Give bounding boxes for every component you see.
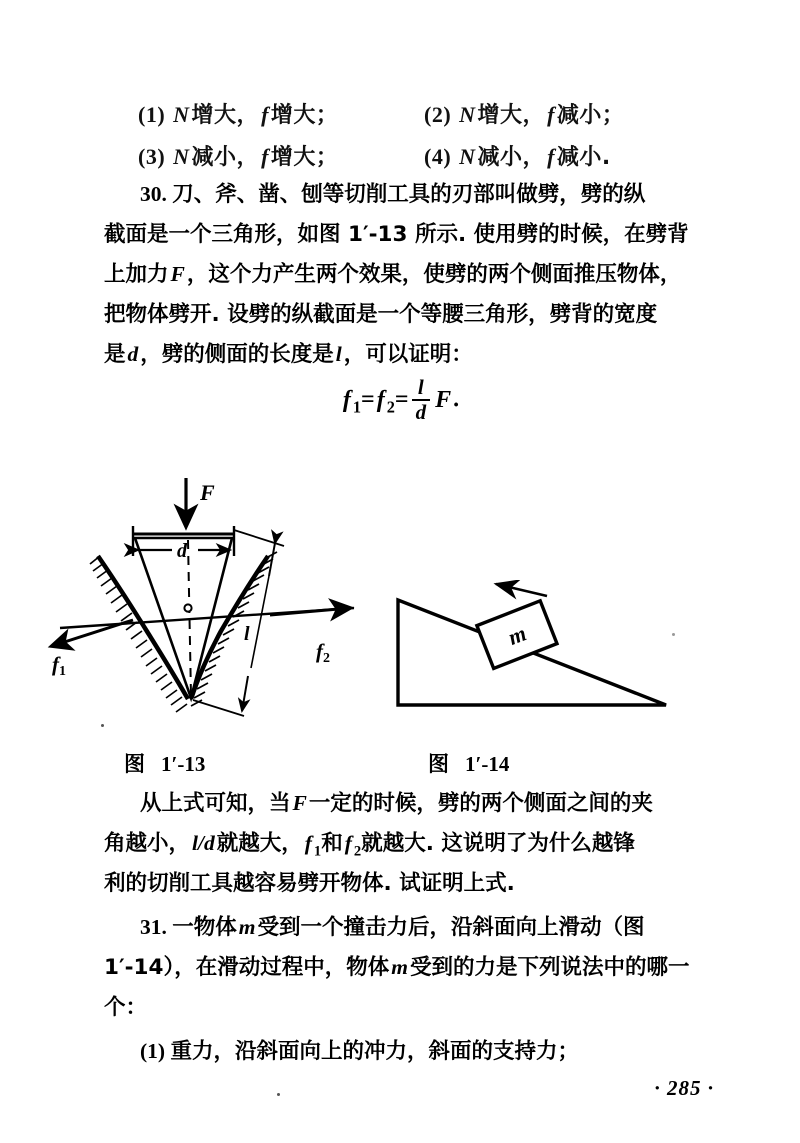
choice-1-var-f: f: [261, 102, 269, 127]
paragraph-after-text-2a: 角越小，: [104, 831, 191, 856]
speckle-artifact-1: [101, 724, 104, 727]
paragraph-after-text-1a: 从上式可知，当: [140, 791, 291, 816]
paragraph-after-var-ld: l/d: [192, 831, 215, 855]
formula-eq-2: =: [394, 386, 409, 413]
choice-item-1: [138, 98, 338, 129]
choice-1-label-b: 增大；: [270, 103, 339, 128]
figure-1-14-caption-number: 1′-14: [465, 752, 510, 776]
hatching-right: [191, 552, 277, 706]
choice-2-label-b: 减小；: [556, 103, 625, 128]
formula-f1-sub: 1: [352, 397, 362, 417]
figure-1-13-wedge-diagram: [38, 468, 378, 743]
problem-31-line-2: [104, 957, 716, 979]
paragraph-after-line-3: [104, 873, 716, 895]
figure-1-14-caption-label: 图: [428, 752, 449, 776]
choice-3-label-a: 减小，: [191, 145, 260, 170]
paragraph-after-text-2d: 就越大. 这说明了为什么越锋: [361, 831, 635, 856]
force-F-label: F: [200, 480, 215, 505]
problem-30-number: 30.: [140, 182, 167, 206]
choice-4-label-a: 减小，: [477, 145, 546, 170]
speckle-artifact-3: [277, 1093, 280, 1096]
problem-31-line-3: [104, 997, 716, 1019]
formula-f2: f: [376, 386, 385, 413]
paragraph-after-sub-f1: 1: [313, 843, 322, 860]
force-f1-label: f1: [52, 652, 66, 679]
problem-31-text-1a: 一物体: [172, 915, 237, 940]
problem-31-choice-1: [140, 1041, 752, 1063]
problem-30-var-f: F: [170, 262, 185, 286]
choice-item-3: [138, 140, 338, 171]
problem-30-line-4: [104, 304, 716, 326]
paragraph-after-text-2c: 和: [321, 831, 343, 856]
figure-1-14-caption: [428, 748, 509, 778]
force-f2-label: f2: [316, 639, 330, 666]
problem-30-text-5b: ，劈的侧面的长度是: [140, 342, 334, 367]
problem-30-line-3: [104, 264, 716, 286]
paragraph-after-text-1b: 一定的时候，劈的两个侧面之间的夹: [308, 791, 653, 816]
problem-31-line-1: [140, 917, 752, 939]
force-f1-arrow: [52, 620, 133, 646]
choice-2-var-n: N: [459, 102, 476, 127]
choice-2-id: (2): [424, 102, 452, 127]
formula-period: .: [453, 386, 460, 413]
formula-fraction-l-over-d: [412, 377, 431, 423]
l-dim-arrow-top: [269, 543, 275, 576]
choice-item-4: [424, 140, 611, 171]
paragraph-after-sub-f2: 2: [353, 843, 362, 860]
material-crack-right: [191, 556, 268, 699]
wedge-svg: [38, 468, 378, 743]
formula-eq-1: =: [361, 386, 375, 413]
wedge-center-point: [184, 604, 191, 611]
choice-4-var-n: N: [459, 144, 476, 169]
figure-1-13-caption: [124, 748, 205, 778]
paragraph-after-var-f1: f: [304, 831, 312, 855]
paragraph-after-var-f2: f: [344, 831, 352, 855]
width-d-label: d: [177, 540, 187, 562]
problem-30-text-2: 截面是一个三角形，如图 1′-13 所示. 使用劈的时候，在劈背: [104, 222, 689, 247]
formula-denominator: d: [415, 400, 427, 424]
choice-3-label-b: 增大；: [270, 145, 339, 170]
l-dim-line: [251, 576, 269, 668]
choice-4-id: (4): [424, 144, 452, 169]
choice-2-label-a: 增大，: [477, 103, 546, 128]
problem-30-text-5c: ，可以证明：: [343, 342, 473, 367]
choice-1-var-n: N: [173, 102, 190, 127]
figure-1-13-caption-number: 1′-13: [161, 752, 206, 776]
problem-31-text-3: 个：: [104, 995, 148, 1020]
paragraph-after-line-1: [140, 793, 752, 815]
problem-31-text-2b: 受到的力是下列说法中的哪一: [409, 955, 690, 980]
problem-30-text-3a: 上加力: [104, 262, 169, 287]
paragraph-after-var-f: F: [292, 791, 307, 815]
problem-31-number: 31.: [140, 915, 167, 939]
choice-3-var-n: N: [173, 144, 190, 169]
problem-31-choice-1-id: (1): [140, 1039, 166, 1063]
block-m-label: m: [504, 620, 530, 650]
paragraph-after-text-3: 利的切削工具越容易劈开物体. 试证明上式.: [104, 871, 515, 896]
speckle-artifact-2: [672, 633, 675, 636]
l-ext-top: [234, 530, 284, 546]
formula-f1: f: [342, 386, 351, 413]
problem-31-text-2a: 1′-14），在滑动过程中，物体: [104, 955, 390, 980]
problem-31-choice-1-text: 重力，沿斜面向上的冲力，斜面的支持力；: [170, 1039, 579, 1064]
problem-30-text-4: 把物体劈开. 设劈的纵截面是一个等腰三角形，劈背的宽度: [104, 302, 658, 327]
paragraph-after-text-2b: 就越大，: [216, 831, 303, 856]
choice-1-id: (1): [138, 102, 166, 127]
choice-4-label-b: 减小.: [556, 145, 611, 170]
problem-30-line-2: [104, 224, 716, 246]
choice-3-id: (3): [138, 144, 166, 169]
figure-1-14-incline-diagram: [388, 580, 678, 720]
formula-f2-sub: 2: [386, 397, 395, 417]
side-length-l-label: l: [244, 623, 250, 645]
motion-direction-arrow: [496, 584, 547, 596]
problem-30-text-1: 刀、斧、凿、刨等切削工具的刃部叫做劈，劈的纵: [172, 182, 646, 207]
problem-30-var-l: l: [335, 342, 342, 366]
formula-f1-f2: [0, 375, 800, 424]
choice-1-label-a: 增大，: [191, 103, 260, 128]
figure-1-13-caption-label: 图: [124, 752, 145, 776]
hatching-left: [90, 556, 187, 712]
force-f2-arrow: [270, 608, 350, 615]
incline-svg: [388, 580, 678, 720]
formula-rhs-F: F: [435, 386, 452, 413]
choice-item-2: [424, 98, 624, 129]
choice-3-var-f: f: [261, 144, 269, 169]
choice-2-var-f: f: [547, 102, 555, 127]
l-ext-bottom: [193, 700, 244, 716]
page-number: · 285 ·: [654, 1076, 714, 1100]
paragraph-after-line-2: [104, 833, 716, 859]
problem-30-var-d: d: [127, 342, 139, 366]
formula-numerator: l: [417, 375, 424, 399]
problem-30-line-1: [140, 184, 752, 206]
choice-4-var-f: f: [547, 144, 555, 169]
problem-30-text-3b: ，这个力产生两个效果，使劈的两个侧面推压物体，: [186, 262, 682, 287]
problem-31-var-m-1: m: [238, 915, 256, 939]
problem-31-var-m-2: m: [391, 955, 408, 979]
problem-31-text-1b: 受到一个撞击力后，沿斜面向上滑动（图: [257, 915, 645, 940]
problem-30-text-5a: 是: [104, 342, 126, 367]
problem-30-line-5: [104, 344, 716, 366]
l-dim-arrow-bottom: [242, 676, 248, 711]
